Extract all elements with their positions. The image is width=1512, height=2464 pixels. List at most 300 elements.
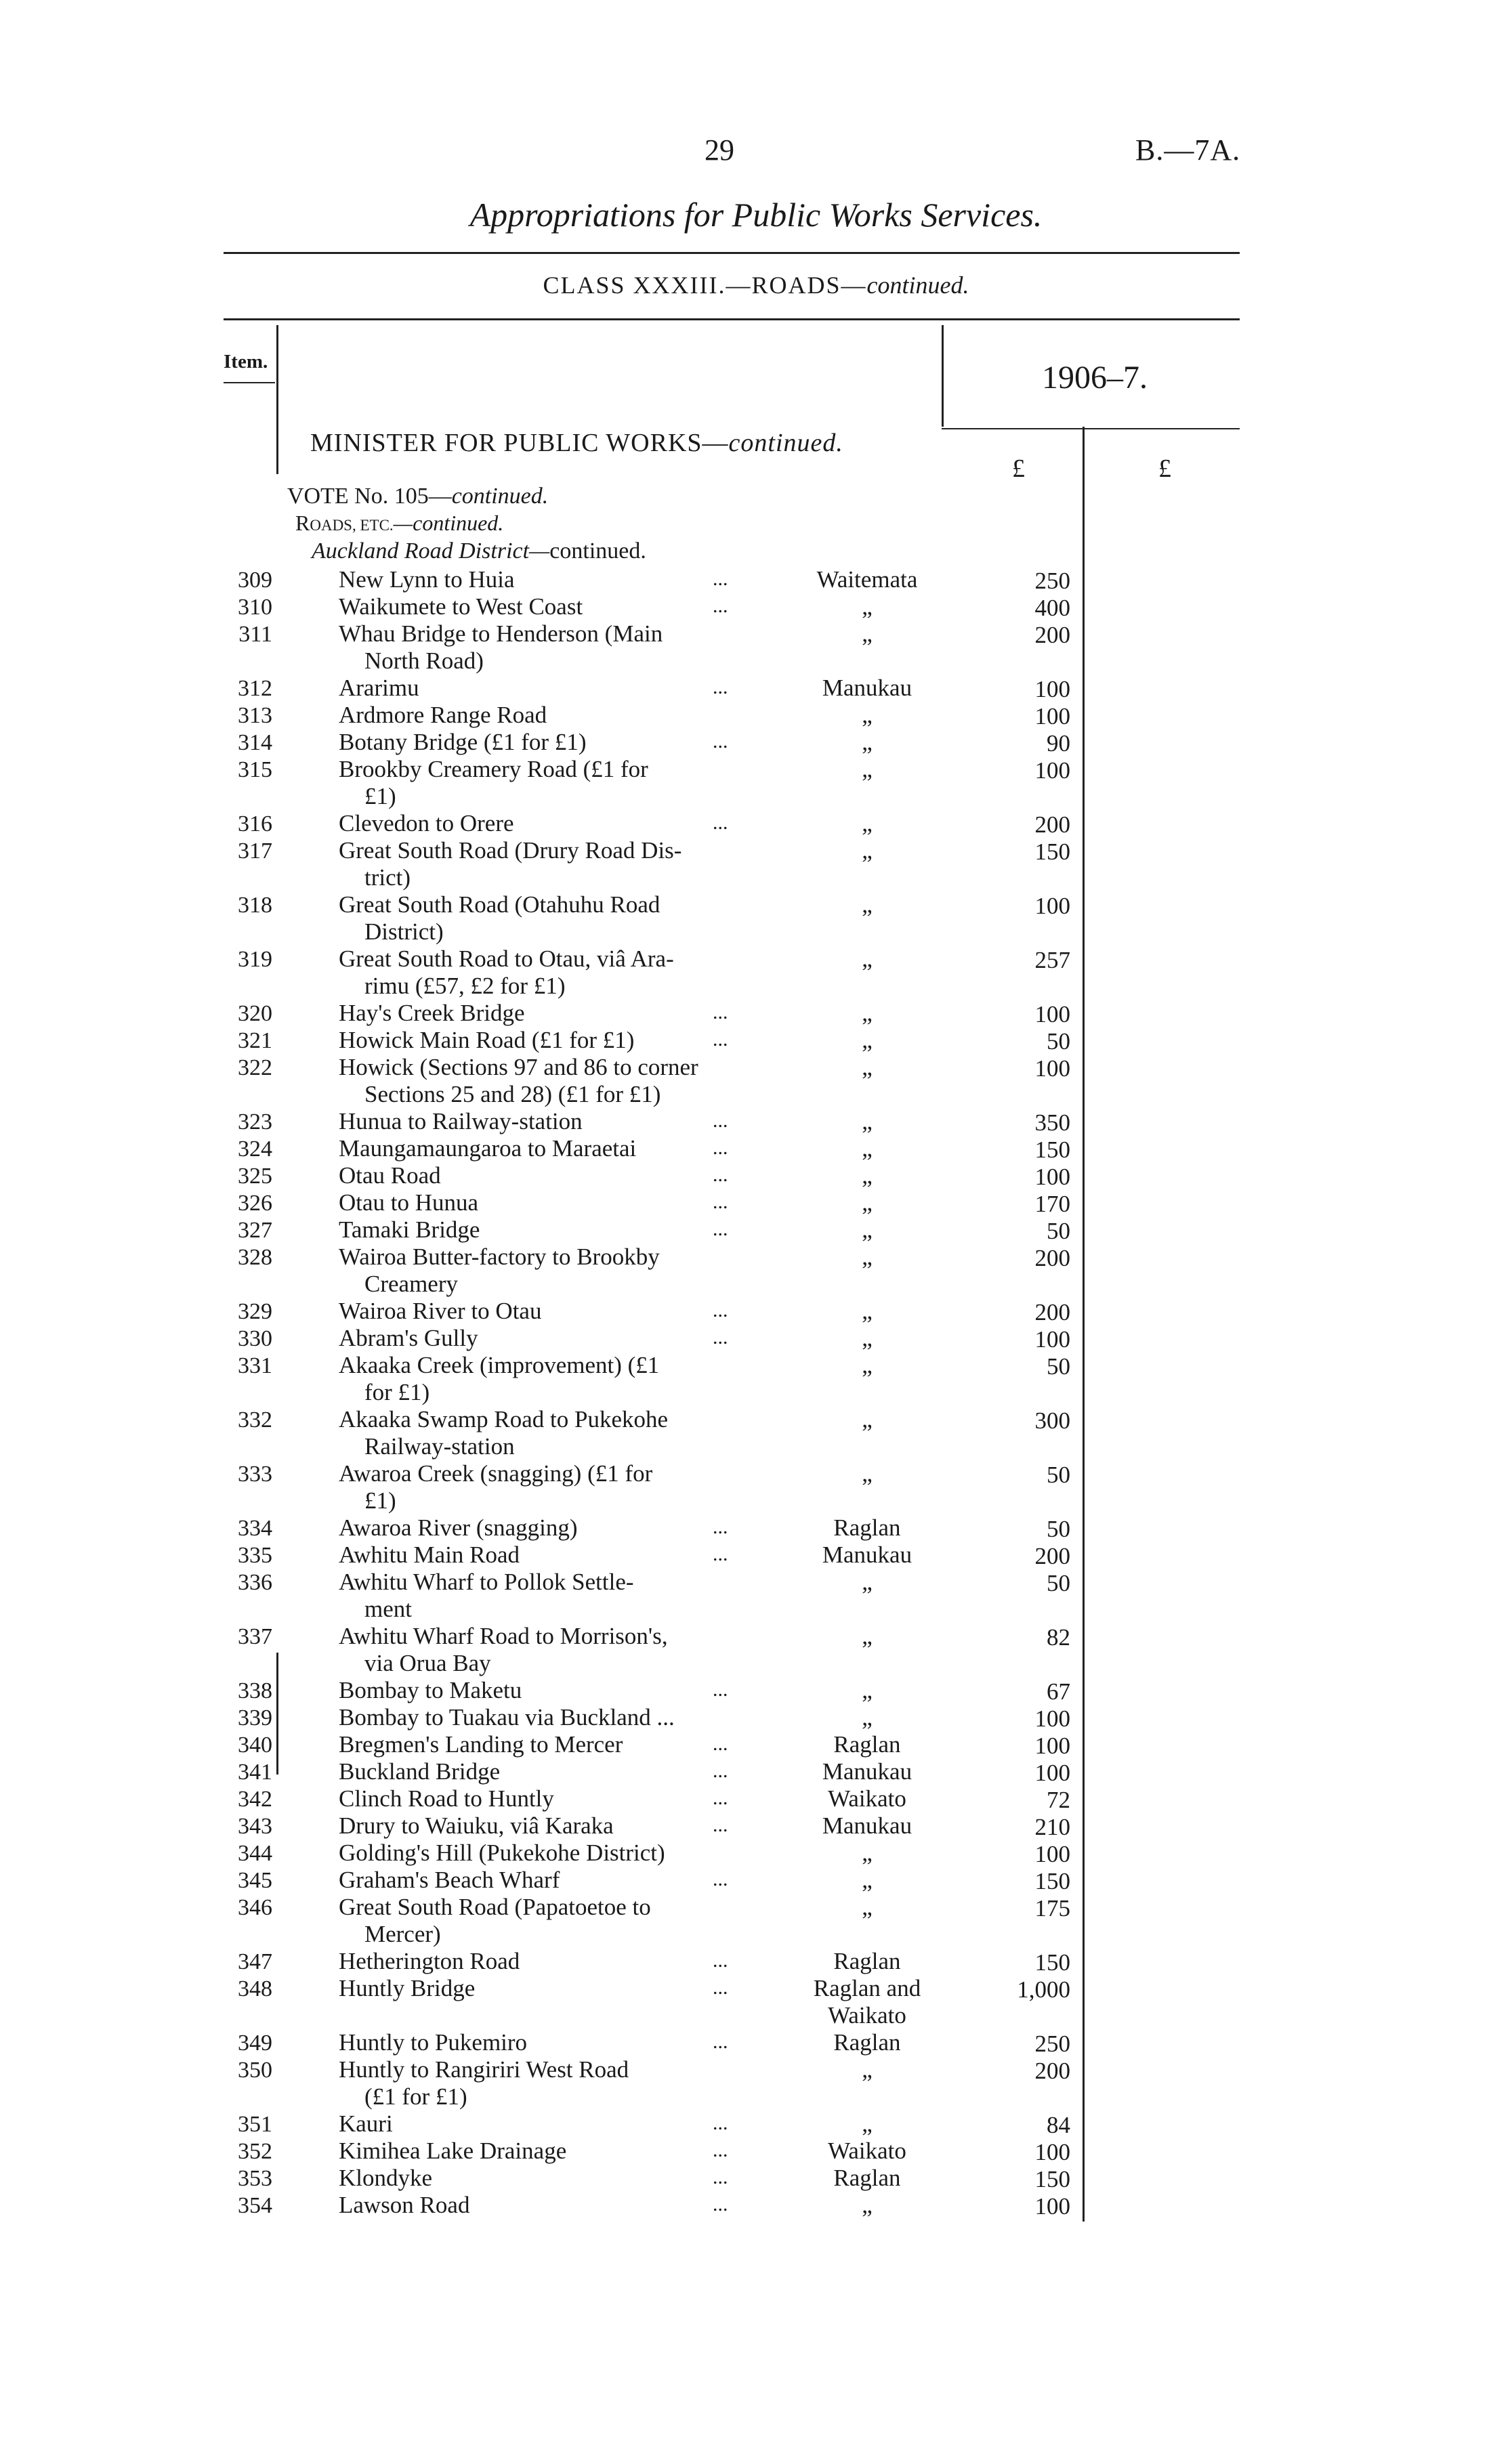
amount-value: 200 (1034, 811, 1070, 838)
class-heading (0, 271, 1512, 299)
electoral-district: „ (862, 1406, 873, 1432)
amount-value: 82 (1047, 1624, 1070, 1651)
description-line: Bombay to Tuakau via Buckland ... (339, 1704, 675, 1730)
electoral-district: „ (862, 593, 873, 620)
item-description (339, 675, 759, 702)
electoral-district: „ (862, 1000, 873, 1026)
electoral-district: Waikato (828, 2138, 906, 2164)
item-number: 333 (238, 1462, 272, 1487)
item-number: 346 (238, 1895, 272, 1920)
amount-value: 100 (1034, 1164, 1070, 1190)
leader-dots: ... (713, 730, 728, 752)
electoral-district: Raglan (833, 2165, 901, 2191)
description-line: Huntly to Rangiriri West Road (339, 2056, 629, 2083)
description-line: Great South Road to Otau, viâ Ara- (339, 946, 674, 972)
leader-dots: ... (713, 1543, 728, 1565)
leader-dots: ... (713, 1516, 728, 1538)
amount-value: 67 (1047, 1678, 1070, 1705)
amount-value: 200 (1034, 1299, 1070, 1325)
amount-value: 100 (1034, 1841, 1070, 1867)
amount-value: 150 (1034, 838, 1070, 865)
item-number: 344 (238, 1841, 272, 1866)
item-description (339, 1758, 759, 1785)
item-number: 353 (238, 2166, 272, 2191)
amount-value: 100 (1034, 703, 1070, 729)
amount-value: 50 (1047, 1516, 1070, 1542)
item-number: 338 (238, 1678, 272, 1703)
item-description (339, 1054, 759, 1108)
description-line: Lawson Road (339, 2192, 470, 2218)
roads-subheading (295, 511, 503, 536)
leader-dots: ... (713, 1949, 728, 1972)
amount-value: 100 (1034, 893, 1070, 919)
electoral-district: „ (862, 810, 873, 836)
leader-dots: ... (713, 1868, 728, 1890)
amount-value: 300 (1034, 1407, 1070, 1434)
vote-heading-main: VOTE No. 105— (287, 484, 452, 509)
item-description (339, 1731, 759, 1758)
item-number: 332 (238, 1407, 272, 1432)
electoral-district: „ (862, 837, 873, 864)
description-continuation: Creamery (364, 1271, 458, 1297)
item-description (339, 1244, 759, 1298)
item-description (339, 1514, 759, 1542)
item-number: 330 (238, 1326, 272, 1351)
leader-dots: ... (713, 676, 728, 698)
amount-value: 72 (1047, 1787, 1070, 1813)
item-number: 341 (238, 1760, 272, 1785)
description-line: Waikumete to West Coast (339, 593, 583, 620)
description-line: Wairoa River to Otau (339, 1298, 542, 1324)
item-description (339, 1840, 759, 1867)
description-line: Bregmen's Landing to Mercer (339, 1731, 623, 1758)
description-line: Hay's Creek Bridge (339, 1000, 525, 1026)
amount-value: 100 (1034, 2193, 1070, 2219)
item-number: 328 (238, 1245, 272, 1270)
amount-value: 250 (1034, 2031, 1070, 2057)
description-line: Maungamaungaroa to Maraetai (339, 1135, 637, 1162)
amount-value: 170 (1034, 1191, 1070, 1217)
item-description (339, 756, 759, 810)
electoral-district: Raglan (833, 1948, 901, 1974)
electoral-district: „ (862, 702, 873, 728)
item-description (339, 946, 759, 1000)
leader-dots: ... (713, 1976, 728, 1999)
item-number: 315 (238, 757, 272, 782)
description-line: Ararimu (339, 675, 419, 701)
electoral-district: „ (862, 1867, 873, 1893)
amount-value: 100 (1034, 1733, 1070, 1759)
item-description (339, 566, 759, 593)
description-line: Awhitu Wharf to Pollok Settle- (339, 1569, 634, 1595)
amount-column-rule (1083, 427, 1085, 2222)
item-number: 342 (238, 1787, 272, 1812)
description-line: Howick Main Road (£1 for £1) (339, 1027, 635, 1053)
description-continuation: North Road) (364, 647, 484, 674)
electoral-district: „ (862, 1325, 873, 1351)
page-title: Appropriations for Public Works Services. (469, 196, 1043, 234)
description-continuation: ment (364, 1596, 412, 1622)
electoral-district: Raglan and (813, 1975, 921, 2001)
amount-value: 200 (1034, 2058, 1070, 2084)
electoral-district: „ (862, 1135, 873, 1162)
item-column-header: Item. (224, 351, 268, 373)
item-description (339, 620, 759, 675)
district-amount-rule (942, 325, 944, 427)
description-line: Akaaka Creek (improvement) (£1 (339, 1352, 660, 1378)
pound-unit-col1: £ (1012, 454, 1025, 483)
class-heading-main: CLASS XXXIII.—ROADS— (543, 272, 867, 299)
item-number: 326 (238, 1191, 272, 1216)
item-description (339, 1325, 759, 1352)
item-description (339, 1460, 759, 1514)
minister-heading (310, 428, 843, 458)
leader-dots: ... (713, 1109, 728, 1132)
amount-value: 150 (1034, 1868, 1070, 1894)
amount-value: 1,000 (1017, 1976, 1070, 2003)
electoral-district: „ (862, 729, 873, 755)
item-description (339, 1000, 759, 1027)
item-column-rule-lower (276, 1653, 278, 1775)
amount-value: 200 (1034, 1245, 1070, 1271)
class-heading-continued: continued. (866, 272, 969, 299)
amount-value: 150 (1034, 1949, 1070, 1976)
description-line: Brookby Creamery Road (£1 for (339, 756, 648, 782)
district-subheading-continued: continued. (549, 538, 646, 564)
leader-dots: ... (713, 595, 728, 617)
description-line: Hetherington Road (339, 1948, 520, 1974)
leader-dots: ... (713, 2112, 728, 2134)
description-continuation: for £1) (364, 1379, 430, 1405)
amount-value: 350 (1034, 1109, 1070, 1136)
leader-dots: ... (713, 2193, 728, 2215)
electoral-district: „ (862, 1108, 873, 1134)
district-subheading (312, 538, 646, 564)
item-number: 336 (238, 1570, 272, 1595)
item-number: 351 (238, 2112, 272, 2137)
description-line: Botany Bridge (£1 for £1) (339, 729, 587, 755)
description-line: Ardmore Range Road (339, 702, 547, 728)
leader-dots: ... (713, 1001, 728, 1023)
amount-value: 50 (1047, 1028, 1070, 1055)
leader-dots: ... (713, 2139, 728, 2161)
electoral-district: „ (862, 1027, 873, 1053)
item-number: 345 (238, 1868, 272, 1893)
item-description (339, 2056, 759, 2110)
year-rule (942, 428, 1240, 429)
leader-dots: ... (713, 1137, 728, 1159)
electoral-district: Manukau (822, 1758, 912, 1785)
item-description (339, 729, 759, 756)
description-line: Akaaka Swamp Road to Pukekohe (339, 1406, 669, 1432)
item-description (339, 810, 759, 837)
item-description (339, 1894, 759, 1948)
description-line: Awhitu Main Road (339, 1542, 520, 1568)
amount-value: 150 (1034, 2166, 1070, 2192)
description-line: Graham's Beach Wharf (339, 1867, 560, 1893)
description-continuation: £1) (364, 783, 396, 809)
item-number: 331 (238, 1353, 272, 1378)
description-line: Huntly to Pukemiro (339, 2029, 528, 2056)
description-continuation: (£1 for £1) (364, 2083, 467, 2110)
leader-dots: ... (713, 1678, 728, 1701)
item-description (339, 1569, 759, 1623)
item-description (339, 1352, 759, 1406)
item-description (339, 837, 759, 891)
leader-dots: ... (713, 2166, 728, 2188)
electoral-district: „ (862, 2192, 873, 2218)
amount-value: 84 (1047, 2112, 1070, 2138)
description-continuation: Railway-station (364, 1433, 515, 1460)
item-description (339, 1108, 759, 1135)
leader-dots: ... (713, 1733, 728, 1755)
electoral-district: Raglan (833, 2029, 901, 2056)
amount-value: 210 (1034, 1814, 1070, 1840)
description-continuation: £1) (364, 1487, 396, 1514)
electoral-district: „ (862, 1216, 873, 1243)
amount-value: 100 (1034, 2139, 1070, 2165)
amount-value: 200 (1034, 1543, 1070, 1569)
item-number: 320 (238, 1001, 272, 1026)
amount-value: 150 (1034, 1137, 1070, 1163)
item-number: 314 (238, 730, 272, 755)
item-description (339, 1406, 759, 1460)
leader-dots: ... (713, 1814, 728, 1836)
electoral-district: „ (862, 620, 873, 647)
electoral-district-continuation: Waikato (828, 2002, 906, 2028)
item-description (339, 1298, 759, 1325)
electoral-district: „ (862, 946, 873, 972)
item-number: 319 (238, 947, 272, 972)
item-description (339, 891, 759, 946)
leader-dots: ... (713, 1760, 728, 1782)
item-description (339, 1975, 759, 2002)
electoral-district: Manukau (822, 1542, 912, 1568)
item-number: 321 (238, 1028, 272, 1053)
item-number: 327 (238, 1218, 272, 1243)
amount-value: 100 (1034, 1705, 1070, 1732)
amount-value: 100 (1034, 1001, 1070, 1027)
item-number: 334 (238, 1516, 272, 1541)
description-line: Awaroa River (snagging) (339, 1514, 578, 1541)
electoral-district: „ (862, 756, 873, 782)
item-number: 324 (238, 1137, 272, 1162)
minister-heading-continued: continued. (728, 429, 843, 457)
electoral-district: „ (862, 1054, 873, 1080)
description-continuation: District) (364, 918, 444, 945)
electoral-district: Manukau (822, 1812, 912, 1839)
item-number: 343 (238, 1814, 272, 1839)
item-description (339, 1948, 759, 1975)
description-line: Buckland Bridge (339, 1758, 501, 1785)
item-number: 317 (238, 838, 272, 864)
item-description (339, 702, 759, 729)
leader-dots: ... (713, 1326, 728, 1348)
year-column-header: 1906–7. (1042, 360, 1148, 396)
amount-value: 100 (1034, 676, 1070, 702)
item-number: 313 (238, 703, 272, 728)
item-number: 347 (238, 1949, 272, 1974)
item-number: 312 (238, 676, 272, 701)
item-number: 323 (238, 1109, 272, 1134)
electoral-district: „ (862, 1569, 873, 1595)
leader-dots: ... (713, 811, 728, 834)
leader-dots: ... (713, 1299, 728, 1321)
description-line: Otau to Hunua (339, 1189, 479, 1216)
description-line: Kauri (339, 2110, 393, 2137)
electoral-district: „ (862, 1244, 873, 1270)
description-line: Wairoa Butter-factory to Brookby (339, 1244, 660, 1270)
item-number: 335 (238, 1543, 272, 1568)
item-description (339, 2165, 759, 2192)
description-line: Kimihea Lake Drainage (339, 2138, 567, 2164)
item-description (339, 1867, 759, 1894)
electoral-district: „ (862, 891, 873, 918)
item-number: 318 (238, 893, 272, 918)
item-number: 322 (238, 1055, 272, 1080)
item-description (339, 1785, 759, 1812)
description-line: Clinch Road to Huntly (339, 1785, 554, 1812)
electoral-district: Raglan (833, 1731, 901, 1758)
district-subheading-name: Auckland Road District— (312, 538, 550, 564)
description-line: Otau Road (339, 1162, 441, 1189)
item-number: 325 (238, 1164, 272, 1189)
item-number: 350 (238, 2058, 272, 2083)
amount-value: 400 (1034, 595, 1070, 621)
amount-value: 50 (1047, 1462, 1070, 1488)
amount-value: 175 (1034, 1895, 1070, 1921)
description-continuation: rimu (£57, £2 for £1) (364, 973, 566, 999)
description-line: Clevedon to Orere (339, 810, 514, 836)
item-number: 311 (238, 622, 272, 647)
item-column-rule (276, 325, 278, 474)
item-description (339, 593, 759, 620)
roads-subheading-continued: —continued. (393, 511, 504, 535)
leader-dots: ... (713, 1787, 728, 1809)
amount-value: 250 (1034, 568, 1070, 594)
leader-dots: ... (713, 2031, 728, 2053)
item-description (339, 1216, 759, 1244)
roads-subheading-smallcaps: OADS, ETC. (310, 517, 394, 534)
amount-value: 50 (1047, 1353, 1070, 1380)
leader-dots: ... (713, 1164, 728, 1186)
leader-dots: ... (713, 1028, 728, 1050)
item-description (339, 1189, 759, 1216)
description-line: Howick (Sections 97 and 86 to corner (339, 1054, 698, 1080)
description-continuation: via Orua Bay (364, 1650, 491, 1676)
leader-dots: ... (713, 1191, 728, 1213)
item-description (339, 1542, 759, 1569)
description-line: Awhitu Wharf Road to Morrison's, (339, 1623, 668, 1649)
electoral-district: Raglan (833, 1514, 901, 1541)
vote-heading (287, 484, 548, 509)
item-number: 309 (238, 568, 272, 593)
electoral-district: „ (862, 1704, 873, 1730)
item-number: 349 (238, 2031, 272, 2056)
item-description (339, 1623, 759, 1677)
description-line: Tamaki Bridge (339, 1216, 480, 1243)
amount-value: 100 (1034, 757, 1070, 784)
electoral-district: „ (862, 2110, 873, 2137)
pound-unit-col2: £ (1158, 454, 1171, 483)
description-line: Abram's Gully (339, 1325, 478, 1351)
description-line: Great South Road (Drury Road Dis- (339, 837, 682, 864)
description-continuation: trict) (364, 864, 411, 891)
item-header-underline (224, 382, 275, 383)
item-description (339, 1704, 759, 1731)
document-reference: B.—7A. (1135, 133, 1241, 167)
amount-value: 50 (1047, 1570, 1070, 1596)
description-line: New Lynn to Huia (339, 566, 515, 593)
minister-heading-main: MINISTER FOR PUBLIC WORKS— (310, 429, 729, 457)
item-number: 329 (238, 1299, 272, 1324)
amount-value: 50 (1047, 1218, 1070, 1244)
description-line: Hunua to Railway-station (339, 1108, 583, 1134)
item-description (339, 2110, 759, 2138)
description-line: Awaroa Creek (snagging) (£1 for (339, 1460, 653, 1487)
item-description (339, 2138, 759, 2165)
item-number: 340 (238, 1733, 272, 1758)
leader-dots: ... (713, 568, 728, 590)
electoral-district: „ (862, 1840, 873, 1866)
amount-value: 100 (1034, 1326, 1070, 1353)
item-description (339, 1162, 759, 1189)
item-description (339, 2029, 759, 2056)
amount-value: 200 (1034, 622, 1070, 648)
description-line: Great South Road (Papatoetoe to (339, 1894, 651, 1920)
electoral-district: „ (862, 1189, 873, 1216)
electoral-district: Manukau (822, 675, 912, 701)
electoral-district: „ (862, 1162, 873, 1189)
description-line: Golding's Hill (Pukekohe District) (339, 1840, 665, 1866)
description-line: Klondyke (339, 2165, 433, 2191)
description-line: Great South Road (Otahuhu Road (339, 891, 660, 918)
item-number: 339 (238, 1705, 272, 1730)
item-number: 354 (238, 2193, 272, 2218)
item-number: 316 (238, 811, 272, 836)
item-description (339, 1812, 759, 1840)
amount-value: 90 (1047, 730, 1070, 757)
item-description (339, 1027, 759, 1054)
electoral-district: „ (862, 1623, 873, 1649)
electoral-district: „ (862, 1894, 873, 1920)
item-number: 337 (238, 1624, 272, 1649)
electoral-district: „ (862, 2056, 873, 2083)
description-continuation: Mercer) (364, 1921, 441, 1947)
electoral-district: Waikato (828, 1785, 906, 1812)
item-number: 352 (238, 2139, 272, 2164)
table-top-rule (224, 318, 1240, 320)
item-number: 310 (238, 595, 272, 620)
electoral-district: „ (862, 1460, 873, 1487)
item-description (339, 2192, 759, 2219)
vote-heading-continued: continued. (451, 484, 549, 509)
description-line: Bombay to Maketu (339, 1677, 522, 1703)
electoral-district: „ (862, 1352, 873, 1378)
amount-value: 100 (1034, 1055, 1070, 1082)
leader-dots: ... (713, 1218, 728, 1240)
electoral-district: „ (862, 1677, 873, 1703)
description-continuation: Sections 25 and 28) (£1 for £1) (364, 1081, 661, 1107)
electoral-district: „ (862, 1298, 873, 1324)
electoral-district: Waitemata (816, 566, 918, 593)
page-number: 29 (705, 133, 734, 167)
item-description (339, 1677, 759, 1704)
description-line: Huntly Bridge (339, 1975, 476, 2001)
title-rule (224, 252, 1240, 254)
roads-subheading-initial: R (295, 511, 310, 535)
amount-value: 100 (1034, 1760, 1070, 1786)
